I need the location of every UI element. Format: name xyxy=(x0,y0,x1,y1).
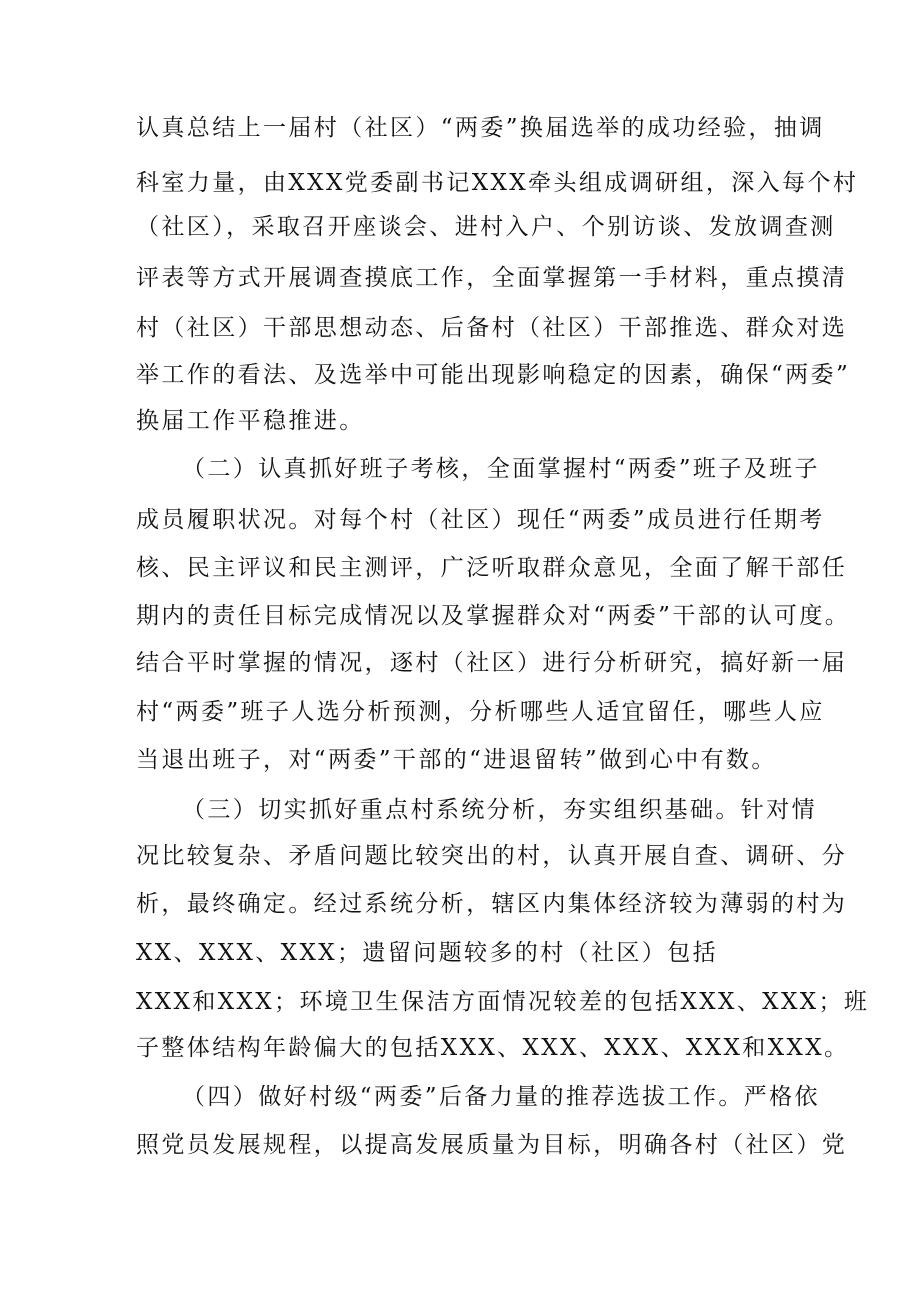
paragraph-line: 况比较复杂、矛盾问题比较突出的村，认真开展自查、调研、分 xyxy=(136,843,848,869)
paragraph-line: 举工作的看法、及选举中可能出现影响稳定的因素，确保“两委” xyxy=(136,362,851,388)
paragraph-line: 当退出班子，对“两委”干部的“进退留转”做到心中有数。 xyxy=(136,747,777,773)
paragraph-line: 成员履职状况。对每个村（社区）现任“两委”成员进行任期考 xyxy=(136,507,825,533)
paragraph-line: （二）认真抓好班子考核，全面掌握村“两委”班子及班子 xyxy=(182,456,820,482)
paragraph-line: 子整体结构年龄偏大的包括XXX、XXX、XXX、XXX和XXX。 xyxy=(136,1035,850,1061)
paragraph-line: 期内的责任目标完成情况以及掌握群众对“两委”干部的认可度。 xyxy=(136,603,851,629)
paragraph-line: 村（社区）干部思想动态、后备村（社区）干部推选、群众对选 xyxy=(136,315,848,341)
paragraph-line: （三）切实抓好重点村系统分析，夯实组织基础。针对情 xyxy=(182,797,817,823)
paragraph-line: XX、XXX、XXX；遗留问题较多的村（社区）包括 xyxy=(136,940,718,966)
paragraph-line: 照党员发展规程，以提高发展质量为目标，明确各村（社区）党 xyxy=(136,1132,848,1158)
paragraph-line: 科室力量，由XXX党委副书记XXX牵头组成调研组，深入每个村 xyxy=(136,170,859,196)
paragraph-line: 结合平时掌握的情况，逐村（社区）进行分析研究，搞好新一届 xyxy=(136,650,848,676)
paragraph-line: 换届工作平稳推进。 xyxy=(136,408,365,434)
paragraph-line: 析，最终确定。经过系统分析，辖区内集体经济较为薄弱的村为 xyxy=(136,891,848,917)
paragraph-line: 核、民主评议和民主测评，广泛听取群众意见，全面了解干部任 xyxy=(136,555,848,581)
paragraph-line: 认真总结上一届村（社区）“两委”换届选举的成功经验，抽调 xyxy=(136,115,825,141)
paragraph-line: 村“两委”班子人选分析预测，分析哪些人适宜留任，哪些人应 xyxy=(136,699,825,725)
paragraph-line: （四）做好村级“两委”后备力量的推荐选拔工作。严格依 xyxy=(182,1084,820,1110)
paragraph-line: （社区），采取召开座谈会、进村入户、个别访谈、发放调查测 xyxy=(136,214,836,240)
paragraph-line: 评表等方式开展调查摸底工作，全面掌握第一手材料，重点摸清 xyxy=(136,265,848,291)
paragraph-line: XXX和XXX；环境卫生保洁方面情况较差的包括XXX、XXX；班 xyxy=(136,989,870,1015)
